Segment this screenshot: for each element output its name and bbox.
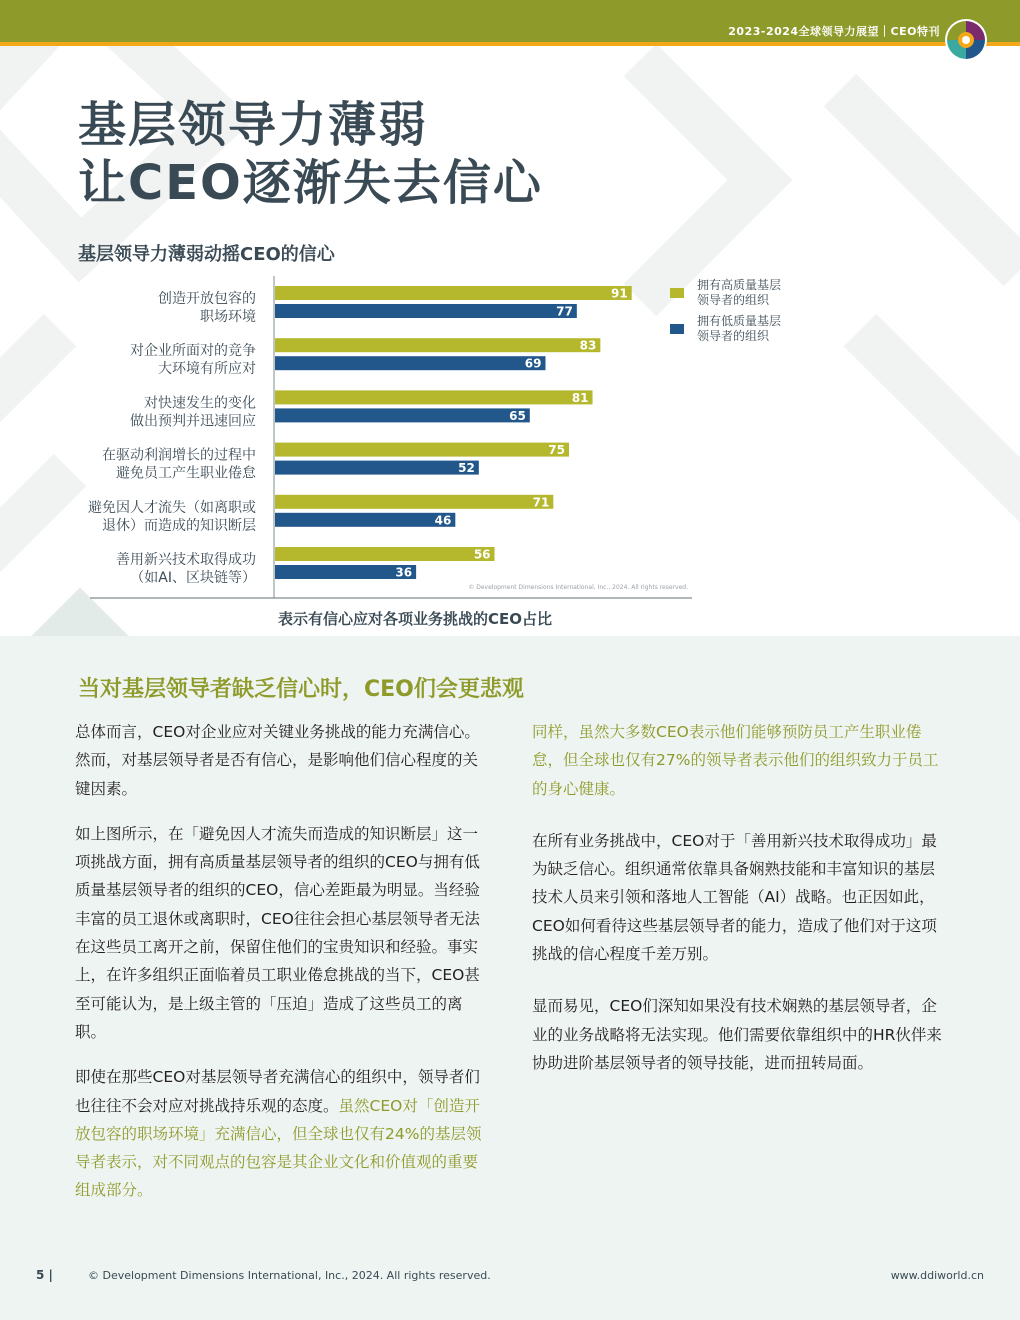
bar-low-quality bbox=[275, 408, 530, 422]
right-paragraph-3: 显而易见，CEO们深知如果没有技术娴熟的基层领导者，企业的业务战略将无法实现。他们需要依靠组织中的HR伙伴来协助进阶基层领导者的领导技能，进而扭转局面。 bbox=[532, 997, 942, 1072]
chart-x-axis-label: 表示有信心应对各项业务挑战的CEO占比 bbox=[278, 610, 553, 628]
bar-value-label: 91 bbox=[611, 286, 628, 301]
legend-label: 拥有高质量基层 bbox=[697, 278, 782, 292]
category-label: 善用新兴技术取得成功 bbox=[116, 552, 256, 568]
category-label: 退休）而造成的知识断层 bbox=[102, 517, 256, 534]
top-accent-stripe bbox=[0, 42, 1020, 46]
page-title-line2: 让CEO逐渐失去信心 bbox=[78, 155, 543, 211]
bar-chart bbox=[0, 270, 1020, 630]
legend-label: 领导者的组织 bbox=[697, 329, 770, 343]
chart-copyright: © Development Dimensions International, Inc., 2024. All rights reserved. bbox=[468, 584, 688, 591]
right-column bbox=[532, 718, 944, 1094]
bar-value-label: 69 bbox=[524, 356, 542, 371]
bar-value-label: 77 bbox=[556, 304, 573, 319]
section-heading: 当对基层领导者缺乏信心时，CEO们会更悲观 bbox=[78, 677, 524, 702]
category-label: 职场环境 bbox=[200, 309, 256, 325]
bar-value-label: 81 bbox=[571, 390, 589, 405]
bar-value-label: 65 bbox=[509, 408, 526, 423]
category-label: 对企业所面对的竞争 bbox=[130, 343, 256, 360]
footer-copyright: © Development Dimensions International, Inc., 2024. All rights reserved. bbox=[88, 1269, 491, 1282]
bar-value-label: 56 bbox=[473, 547, 491, 562]
bar-low-quality bbox=[275, 461, 479, 475]
bar-high-quality bbox=[275, 390, 593, 404]
legend-label: 拥有低质量基层 bbox=[697, 314, 782, 328]
bar-low-quality bbox=[275, 356, 545, 370]
bar-value-label: 71 bbox=[532, 495, 550, 510]
left-paragraph-2: 如上图所示，在「避免因人才流失而造成的知识断层」这一项挑战方面，拥有高质量基层领导者的组织的CEO与拥有低质量基层领导者的组织的CEO，信心差距最为明显。当经验丰富的员工退休或离职时，CEO往往会担心基层领导者无法在这些员工离开之前，保留住他们的宝贵知识和经验。事实上，在许多组织正面临着员工职业倦怠挑战的当下，CEO甚至可能认为，是上级主管的「压迫」造成了这些员工的离职。 bbox=[75, 824, 480, 1041]
category-label: 做出预判并迅速回应 bbox=[130, 413, 256, 430]
category-label: 在驱动利润增长的过程中 bbox=[102, 447, 256, 464]
left-paragraph-3 bbox=[75, 1063, 487, 1204]
bar-high-quality bbox=[275, 286, 632, 300]
category-label: 大环境有所应对 bbox=[158, 361, 256, 378]
page-number: 5 | bbox=[36, 1268, 53, 1282]
bar-high-quality bbox=[275, 495, 553, 509]
bar-low-quality bbox=[275, 304, 577, 318]
left-column bbox=[75, 718, 487, 1222]
footer-website-link[interactable]: www.ddiworld.cn bbox=[890, 1269, 984, 1282]
category-label: 对快速发生的变化 bbox=[144, 395, 256, 412]
left-paragraph-3-text: 即使在那些CEO对基层领导者充满信心的组织中，领导者们也往往不会对应对挑战持乐观的态度。 bbox=[75, 1068, 480, 1115]
ddi-color-wheel-icon bbox=[944, 18, 988, 62]
bar-low-quality bbox=[275, 513, 455, 527]
category-label: 避免因人才流失（如离职或 bbox=[88, 499, 256, 516]
category-label: 创造开放包容的 bbox=[158, 291, 256, 307]
bar-value-label: 36 bbox=[395, 565, 413, 580]
page-title bbox=[78, 96, 543, 212]
category-label: （如AI、区块链等） bbox=[130, 570, 256, 586]
chart-heading: 基层领导力薄弱动摇CEO的信心 bbox=[78, 244, 335, 265]
left-paragraph-3-highlight: 虽然CEO对「创造开放包容的职场环境」充满信心，但全球也仅有24%的基层领导者表示，对不同观点的包容是其企业文化和价值观的重要组成部分。 bbox=[75, 1096, 482, 1200]
bar-value-label: 83 bbox=[579, 338, 597, 353]
category-label: 避免员工产生职业倦怠 bbox=[116, 465, 256, 482]
bar-value-label: 75 bbox=[548, 443, 565, 458]
bar-high-quality bbox=[275, 338, 600, 352]
legend-label: 领导者的组织 bbox=[697, 293, 770, 307]
right-paragraph-1: 同样，虽然大多数CEO表示他们能够预防员工产生职业倦怠，但全球也仅有27%的领导者表示他们的组织致力于员工的身心健康。 bbox=[532, 723, 939, 798]
page-title-line1: 基层领导力薄弱 bbox=[78, 97, 429, 153]
bar-high-quality bbox=[275, 547, 495, 561]
legend-swatch bbox=[670, 288, 684, 298]
bar-value-label: 52 bbox=[458, 461, 475, 476]
bar-high-quality bbox=[275, 443, 569, 457]
bar-value-label: 46 bbox=[434, 513, 452, 528]
left-paragraph-1: 总体而言，CEO对企业应对关键业务挑战的能力充满信心。然而，对基层领导者是否有信心，是影响他们信心程度的关键因素。 bbox=[75, 723, 480, 798]
edition-label: 2023-2024全球领导力展望｜CEO特刊 bbox=[728, 25, 940, 38]
legend-swatch bbox=[670, 324, 684, 334]
right-paragraph-2: 在所有业务挑战中，CEO对于「善用新兴技术取得成功」最为缺乏信心。组织通常依靠具备娴熟技能和丰富知识的基层技术人员来引领和落地人工智能（AI）战略。也正因如此，CEO如何看待这些基层领导者的能力，造成了他们对于这项挑战的信心程度千差万别。 bbox=[532, 831, 937, 964]
